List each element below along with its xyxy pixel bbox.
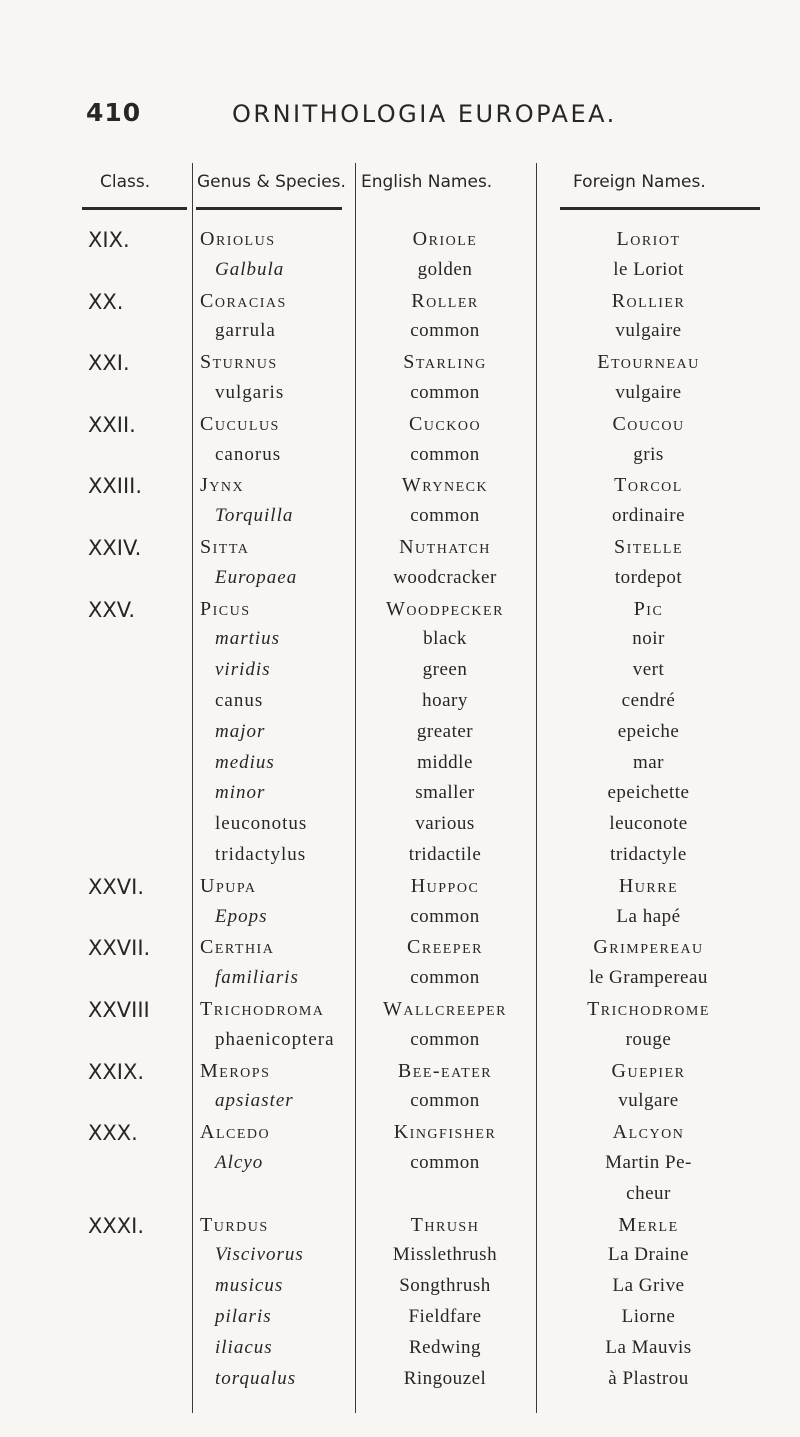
- english-name: greater: [416, 720, 474, 742]
- class-numeral: XXV.: [88, 597, 136, 622]
- table-row: [0, 967, 800, 999]
- english-name: Cuckoo: [408, 412, 482, 435]
- column-header-english-names: English Names.: [361, 172, 493, 192]
- english-name: common: [410, 1090, 480, 1112]
- foreign-name: Merle: [618, 1213, 679, 1236]
- foreign-name: Liorne: [621, 1306, 676, 1327]
- foreign-name: le Loriot: [613, 258, 684, 280]
- foreign-name: Grimpereau: [593, 936, 704, 959]
- class-numeral: XXIV.: [88, 536, 142, 560]
- genus-name: Picus: [200, 597, 251, 620]
- table-row: [0, 1214, 800, 1246]
- foreign-name: vert: [632, 659, 665, 681]
- english-name: Thrush: [410, 1213, 480, 1236]
- species-name: major: [215, 720, 266, 742]
- foreign-name: epeiche: [617, 720, 680, 742]
- english-name: various: [415, 813, 475, 835]
- english-name: Misslethrush: [392, 1244, 498, 1266]
- english-name: common: [410, 505, 480, 527]
- class-numeral: XXX.: [88, 1121, 138, 1146]
- table-row: [0, 382, 800, 414]
- english-name: Roller: [411, 289, 479, 312]
- english-name: Wryneck: [401, 474, 489, 497]
- header-rule-class: [82, 207, 187, 210]
- class-numeral: XXVI.: [88, 874, 145, 899]
- species-name: Viscivorus: [215, 1244, 304, 1266]
- table-row: [0, 351, 800, 383]
- english-name: common: [410, 1152, 480, 1173]
- foreign-name: Torcol: [614, 474, 683, 497]
- class-numeral: XIX.: [88, 228, 130, 252]
- class-numeral: XXVIII: [88, 998, 150, 1022]
- foreign-name: Alcyon: [612, 1121, 685, 1144]
- foreign-name: Loriot: [616, 228, 681, 250]
- foreign-name: gris: [633, 443, 664, 465]
- english-name: woodcracker: [393, 566, 497, 588]
- foreign-name: cendré: [621, 690, 676, 711]
- foreign-name: vulgaire: [615, 320, 682, 342]
- foreign-name: rouge: [625, 1028, 672, 1050]
- page-number: 410: [86, 98, 142, 127]
- species-name: medius: [215, 751, 275, 773]
- english-name: Creeper: [407, 936, 483, 959]
- english-name: common: [410, 967, 480, 989]
- foreign-name: tordepot: [614, 566, 683, 588]
- english-name: Redwing: [408, 1336, 482, 1358]
- table-row: [0, 906, 800, 938]
- foreign-name: à Plastrou: [608, 1367, 689, 1389]
- species-name: Epops: [215, 905, 268, 927]
- table-row: [0, 474, 800, 506]
- foreign-name: Sitelle: [613, 536, 684, 558]
- class-numeral: XXII.: [88, 412, 136, 437]
- genus-name: Upupa: [200, 874, 257, 897]
- english-name: hoary: [422, 690, 468, 711]
- table-row: [0, 659, 800, 691]
- species-name: Europaea: [215, 566, 298, 588]
- species-name: vulgaris: [215, 382, 285, 403]
- species-name: Torquilla: [215, 505, 294, 527]
- table-row: [0, 505, 800, 537]
- foreign-name: cheur: [626, 1182, 671, 1204]
- table-row: [0, 1090, 800, 1122]
- foreign-name: vulgaire: [615, 382, 682, 403]
- english-name: common: [410, 382, 480, 403]
- class-numeral: XXVII.: [88, 936, 151, 961]
- english-name: common: [410, 1028, 480, 1050]
- table-row: [0, 1275, 800, 1307]
- table-row: [0, 536, 800, 568]
- table-row: [0, 598, 800, 630]
- english-name: Oriole: [412, 228, 478, 250]
- english-name: Ringouzel: [403, 1367, 487, 1389]
- table-row: [0, 628, 800, 660]
- genus-name: Jynx: [200, 474, 245, 497]
- running-title: ORNITHOLOGIA EUROPAEA.: [232, 100, 617, 128]
- english-name: Fieldfare: [408, 1306, 482, 1327]
- foreign-name: Rollier: [611, 289, 686, 312]
- english-name: common: [410, 443, 480, 465]
- species-name: martius: [215, 628, 281, 650]
- english-name: Starling: [403, 351, 487, 374]
- species-name: familiaris: [215, 967, 299, 989]
- table-row: [0, 1244, 800, 1276]
- table-row: [0, 1121, 800, 1153]
- column-header-foreign-names: Foreign Names.: [573, 172, 706, 192]
- english-name: Huppoc: [410, 874, 480, 897]
- foreign-name: La Mauvis: [605, 1336, 692, 1358]
- english-name: green: [422, 659, 468, 681]
- genus-name: Sturnus: [200, 351, 278, 374]
- english-name: middle: [417, 751, 473, 773]
- foreign-name: Martin Pe-: [605, 1152, 692, 1173]
- table-row: [0, 844, 800, 876]
- species-name: pilaris: [215, 1306, 272, 1327]
- species-name: leuconotus: [215, 813, 308, 835]
- foreign-name: vulgare: [618, 1090, 679, 1112]
- foreign-name: mar: [632, 751, 665, 773]
- species-name: canus: [215, 690, 264, 711]
- table-row: [0, 690, 800, 722]
- class-numeral: XXI.: [88, 351, 130, 376]
- foreign-name: Pic: [633, 597, 664, 620]
- table-row: [0, 259, 800, 291]
- foreign-name: La Grive: [612, 1275, 685, 1297]
- genus-name: Certhia: [200, 936, 275, 959]
- running-head: [0, 98, 800, 138]
- english-name: tridactile: [408, 844, 482, 865]
- english-name: Bee-eater: [397, 1059, 493, 1082]
- table-row: [0, 1337, 800, 1369]
- foreign-name: Etourneau: [597, 351, 700, 374]
- table-row: [0, 1183, 800, 1215]
- species-name: phaenicoptera: [215, 1028, 335, 1050]
- table-row: [0, 290, 800, 322]
- foreign-name: Trichodrome: [587, 998, 710, 1020]
- english-name: Kingfisher: [393, 1121, 497, 1144]
- species-name: apsiaster: [215, 1090, 294, 1112]
- table-row: [0, 320, 800, 352]
- english-name: golden: [417, 258, 473, 280]
- foreign-name: leuconote: [609, 813, 688, 835]
- foreign-name: La Draine: [608, 1244, 689, 1266]
- english-name: Wallcreeper: [382, 998, 508, 1020]
- foreign-name: ordinaire: [611, 505, 686, 527]
- genus-name: Merops: [200, 1059, 271, 1082]
- column-header-class: Class.: [100, 172, 151, 192]
- table-row: [0, 1306, 800, 1338]
- class-numeral: XX.: [88, 289, 124, 314]
- species-name: iliacus: [215, 1336, 273, 1358]
- foreign-name: noir: [632, 628, 665, 650]
- english-name: Nuthatch: [399, 536, 491, 558]
- table-row: [0, 782, 800, 814]
- class-numeral: XXIX.: [88, 1059, 145, 1084]
- table-row: [0, 813, 800, 845]
- foreign-name: tridactyle: [610, 844, 687, 865]
- table-row: [0, 1152, 800, 1184]
- english-name: common: [410, 320, 480, 342]
- english-name: black: [423, 628, 467, 650]
- table-row: [0, 752, 800, 784]
- species-name: minor: [215, 782, 266, 804]
- genus-name: Alcedo: [200, 1121, 271, 1144]
- foreign-name: epeichette: [607, 782, 690, 804]
- table-row: [0, 936, 800, 968]
- english-name: smaller: [415, 782, 475, 804]
- english-name: Woodpecker: [386, 597, 504, 620]
- table-row: [0, 1368, 800, 1400]
- table-row: [0, 413, 800, 445]
- table-row: [0, 1060, 800, 1092]
- column-header-genus-species: Genus & Species.: [197, 172, 346, 192]
- table-row: [0, 721, 800, 753]
- table-row: [0, 228, 800, 260]
- class-numeral: XXIII.: [88, 474, 143, 499]
- table-row: [0, 875, 800, 907]
- foreign-name: La hapé: [616, 905, 681, 927]
- species-name: viridis: [215, 659, 271, 681]
- species-name: Galbula: [215, 258, 285, 280]
- genus-name: Cuculus: [200, 412, 280, 435]
- table-row: [0, 444, 800, 476]
- english-name: common: [410, 905, 480, 927]
- species-name: torqualus: [215, 1367, 297, 1389]
- species-name: garrula: [215, 320, 276, 342]
- genus-name: Sitta: [200, 536, 250, 558]
- table-row: [0, 567, 800, 599]
- species-name: Alcyo: [215, 1152, 264, 1173]
- table-row: [0, 1029, 800, 1061]
- header-rule-foreign: [560, 207, 760, 210]
- english-name: Songthrush: [399, 1275, 491, 1297]
- genus-name: Turdus: [200, 1213, 269, 1236]
- genus-name: Oriolus: [200, 228, 276, 250]
- genus-name: Coracias: [200, 289, 287, 312]
- class-numeral: XXXI.: [88, 1213, 145, 1238]
- foreign-name: Hurre: [618, 874, 679, 897]
- foreign-name: Coucou: [612, 412, 685, 435]
- foreign-name: Guepier: [611, 1059, 686, 1082]
- species-name: tridactylus: [215, 844, 307, 865]
- genus-name: Trichodroma: [200, 998, 325, 1020]
- table-row: [0, 998, 800, 1030]
- species-name: musicus: [215, 1275, 284, 1297]
- header-rule-genus: [196, 207, 342, 210]
- species-name: canorus: [215, 443, 282, 465]
- foreign-name: le Grampereau: [589, 967, 708, 989]
